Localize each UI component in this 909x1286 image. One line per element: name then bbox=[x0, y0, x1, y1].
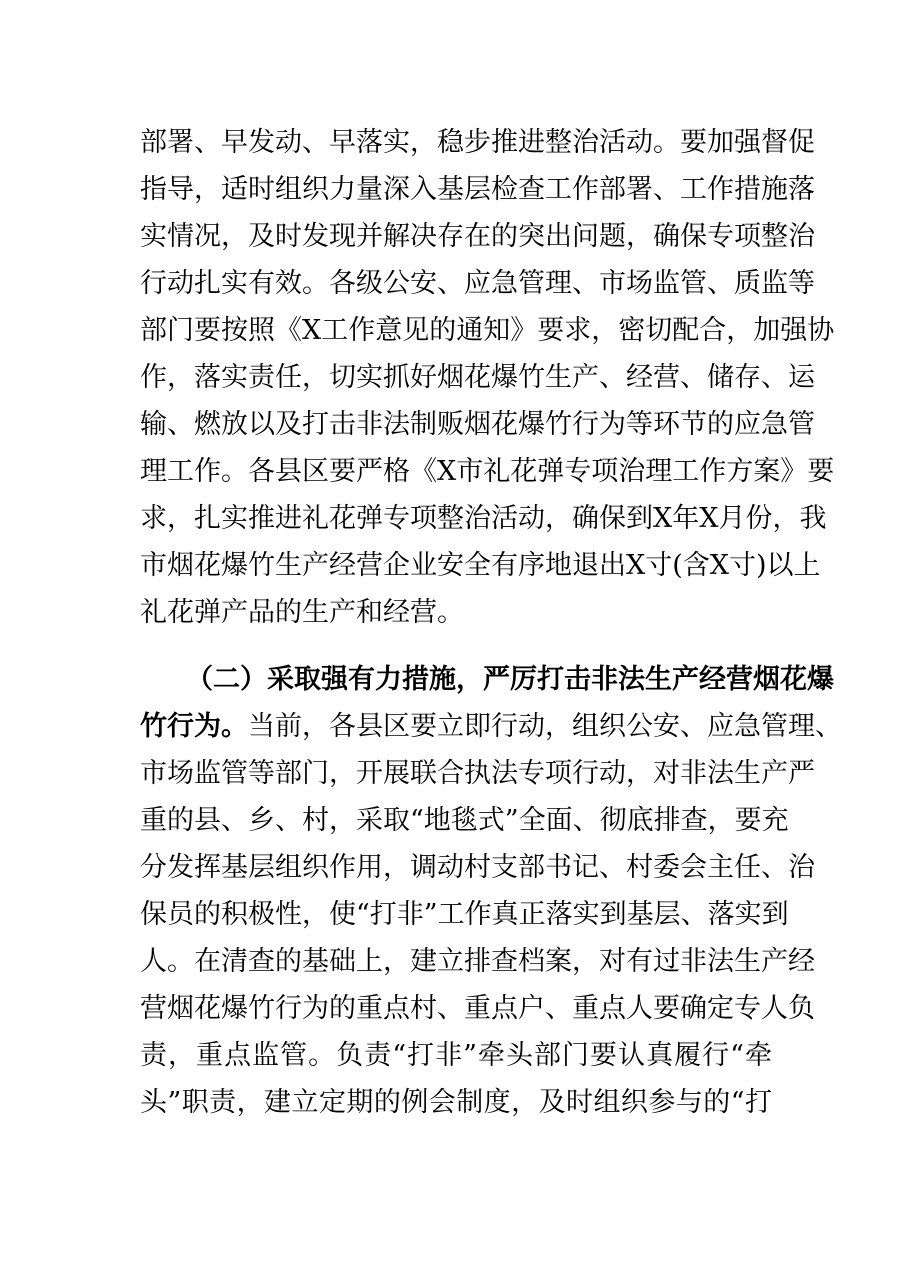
paragraph-1-line-1: 部署、早发动、早落实，稳步推进整治活动。要加强督促 bbox=[140, 127, 815, 158]
paragraph-2-line-5: 保员的积极性，使“打非”工作真正落实到基层、落实到 bbox=[140, 899, 789, 930]
paragraph-2-line-7: 营烟花爆竹行为的重点村、重点户、重点人要确定专人负 bbox=[140, 993, 815, 1024]
paragraph-1-line-8: 理工作。各县区要严格《X市礼花弹专项治理工作方案》要 bbox=[140, 456, 835, 487]
paragraph-2-line-6: 人。在清查的基础上，建立排查档案，对有过非法生产经 bbox=[140, 946, 815, 977]
paragraph-1-line-11: 礼花弹产品的生产和经营。 bbox=[140, 597, 464, 628]
paragraph-2-line-9: 头”职责，建立定期的例会制度，及时组织参与的“打 bbox=[140, 1087, 772, 1118]
paragraph-2-line-8: 责，重点监管。负责“打非”牵头部门要认真履行“牵 bbox=[140, 1040, 772, 1071]
paragraph-2-line-1-text: 当前，各县区要立即行动，组织公安、应急管理、 bbox=[248, 711, 842, 742]
paragraph-1-line-3: 实情况，及时发现并解决存在的突出问题，确保专项整治 bbox=[140, 221, 815, 252]
paragraph-2-line-2: 市场监管等部门，开展联合执法专项行动，对非法生产严 bbox=[140, 758, 815, 789]
paragraph-1-line-6: 作，落实责任，切实抓好烟花爆竹生产、经营、储存、运 bbox=[140, 362, 815, 393]
section-heading-2: （二）采取强有力措施，严厉打击非法生产经营烟花爆 bbox=[186, 664, 834, 695]
paragraph-1-line-10: 市烟花爆竹生产经营企业安全有序地退出X寸(含X寸)以上 bbox=[140, 550, 821, 581]
paragraph-2-line-4: 分发挥基层组织作用，调动村支部书记、村委会主任、治 bbox=[140, 852, 815, 883]
paragraph-2-line-3: 重的县、乡、村，采取“地毯式”全面、彻底排查，要充 bbox=[140, 805, 789, 836]
paragraph-1-line-2: 指导，适时组织力量深入基层检查工作部署、工作措施落 bbox=[140, 174, 815, 205]
paragraph-1-line-7: 输、燃放以及打击非法制贩烟花爆竹行为等环节的应急管 bbox=[140, 409, 815, 440]
section-heading-2-end: 竹行为。 bbox=[140, 711, 248, 742]
paragraph-1-line-9: 求，扎实推进礼花弹专项整治活动，确保到X年X月份，我 bbox=[140, 503, 827, 534]
paragraph-2-line-1 bbox=[140, 707, 842, 747]
paragraph-1-line-4: 行动扎实有效。各级公安、应急管理、市场监管、质监等 bbox=[140, 268, 815, 299]
paragraph-1-line-5: 部门要按照《X工作意见的通知》要求，密切配合，加强协 bbox=[140, 315, 835, 346]
